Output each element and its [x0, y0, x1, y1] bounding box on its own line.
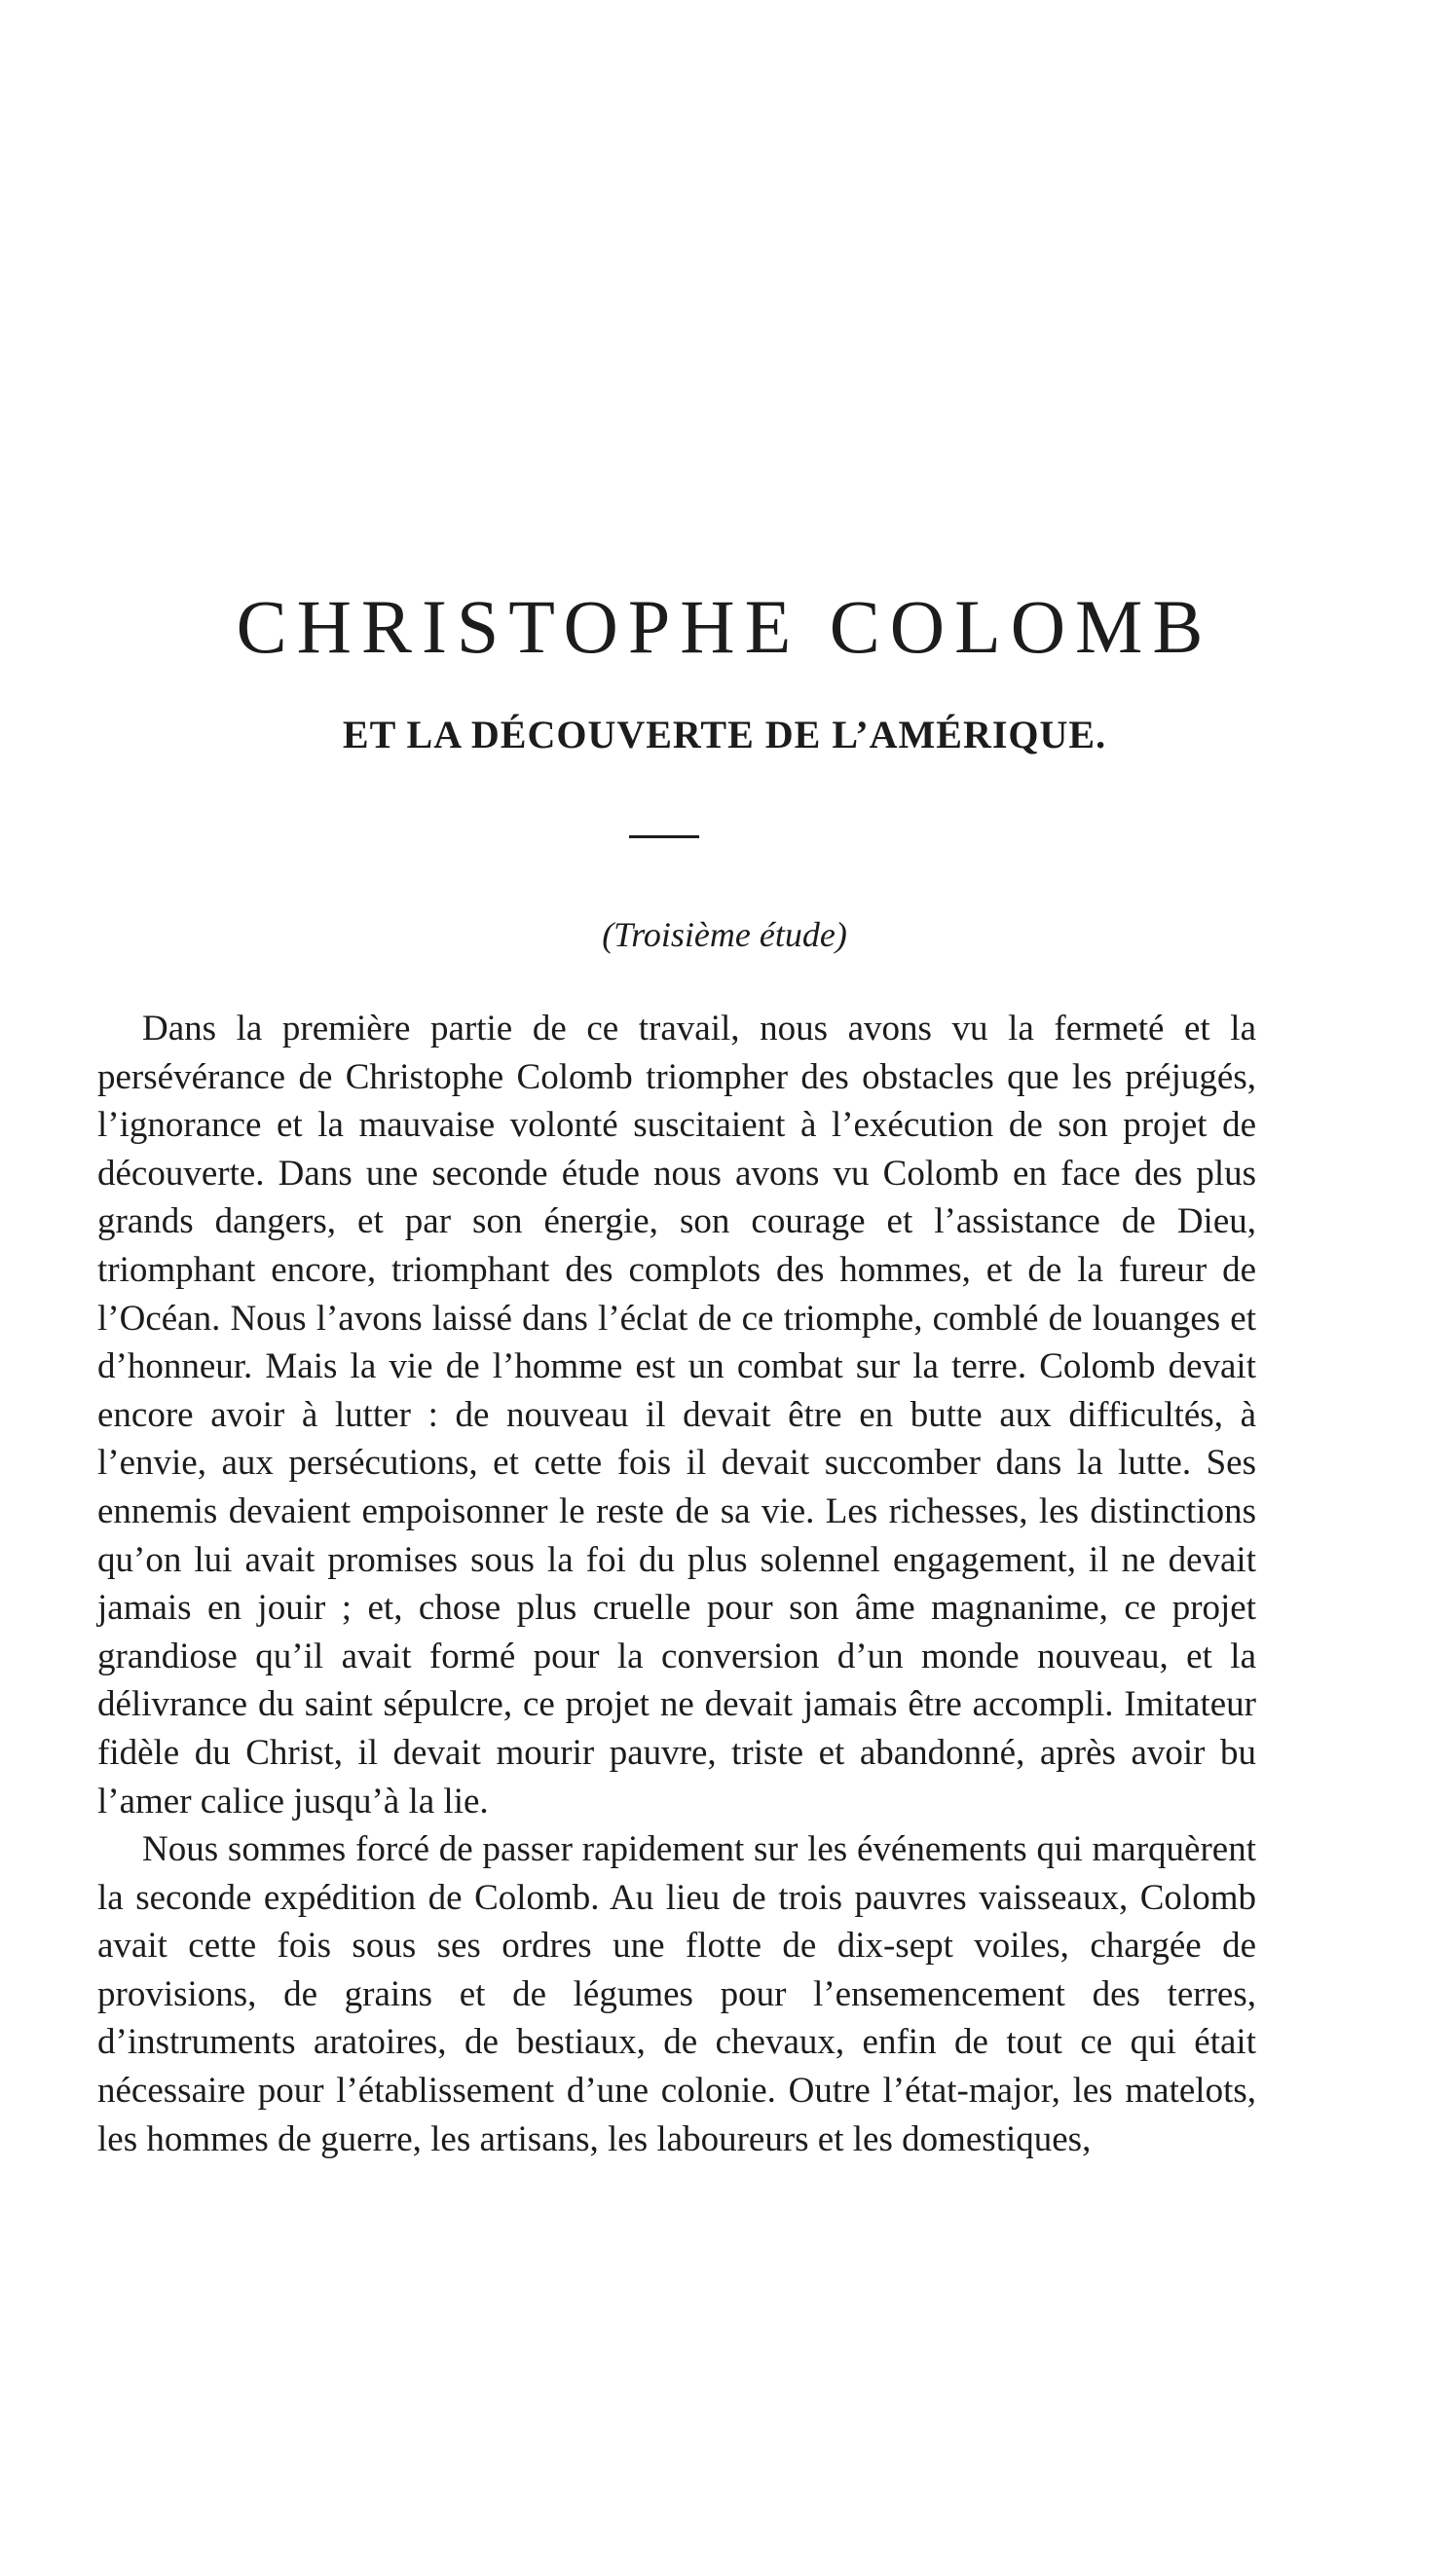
paragraph-2: Nous sommes forcé de passer rapidement sur les événements qui marquèrent la seconde expédition de Colomb. Au lieu de trois pauvres vaisseaux, Colomb avait cette fois sous ses ordres une flotte de dix-sept voiles, chargée de provisions, de grains et de légumes pour l’ensemencement des terres, d’instruments aratoires, de bestiaux, de chevaux, enfin de tout ce qui était nécessaire pour l’établissement d’une colonie. Outre l’état-major, les matelots, les hommes de guerre, les artisans, les laboureurs et les domestiques, — [97, 1829, 1256, 2159]
page-title: CHRISTOPHE COLOMB — [236, 584, 1213, 669]
body-text — [97, 1005, 1256, 2163]
paragraph-1: Dans la première partie de ce travail, nous avons vu la fermeté et la persévérance de Christophe Colomb triompher des obstacles que les préjugés, l’ignorance et la mauvaise volonté suscitaient à l’exécution de son projet de découverte. Dans une seconde étude nous avons vu Colomb en face des plus grands dangers, et par son énergie, son courage et l’assistance de Dieu, triomphant encore, triomphant des complots des hommes, et de la fureur de l’Océan. Nous l’avons laissé dans l’éclat de ce triomphe, comblé de louanges et d’honneur. Mais la vie de l’homme est un combat sur la terre. Colomb devait encore avoir à lutter : de nouveau il devait être en butte aux difficultés, à l’envie, aux persécutions, et cette fois il devait succomber dans la lutte. Ses ennemis devaient empoisonner le reste de sa vie. Les richesses, les distinctions qu’on lui avait promises sous la foi du plus solennel engagement, il ne devait jamais en jouir ; et, chose plus cruelle pour son âme magnanime, ce projet grandiose qu’il avait formé pour la conversion d’un monde nouveau, et la délivrance du saint sépulcre, ce projet ne devait jamais être accompli. Imitateur fidèle du Christ, il devait mourir pauvre, triste et abandonné, après avoir bu l’amer calice jusqu’à la lie. — [97, 1009, 1256, 1822]
page-subtitle: ET LA DÉCOUVERTE DE L’AMÉRIQUE. — [342, 713, 1107, 756]
study-label: (Troisième étude) — [602, 915, 847, 954]
title-divider — [629, 835, 699, 838]
